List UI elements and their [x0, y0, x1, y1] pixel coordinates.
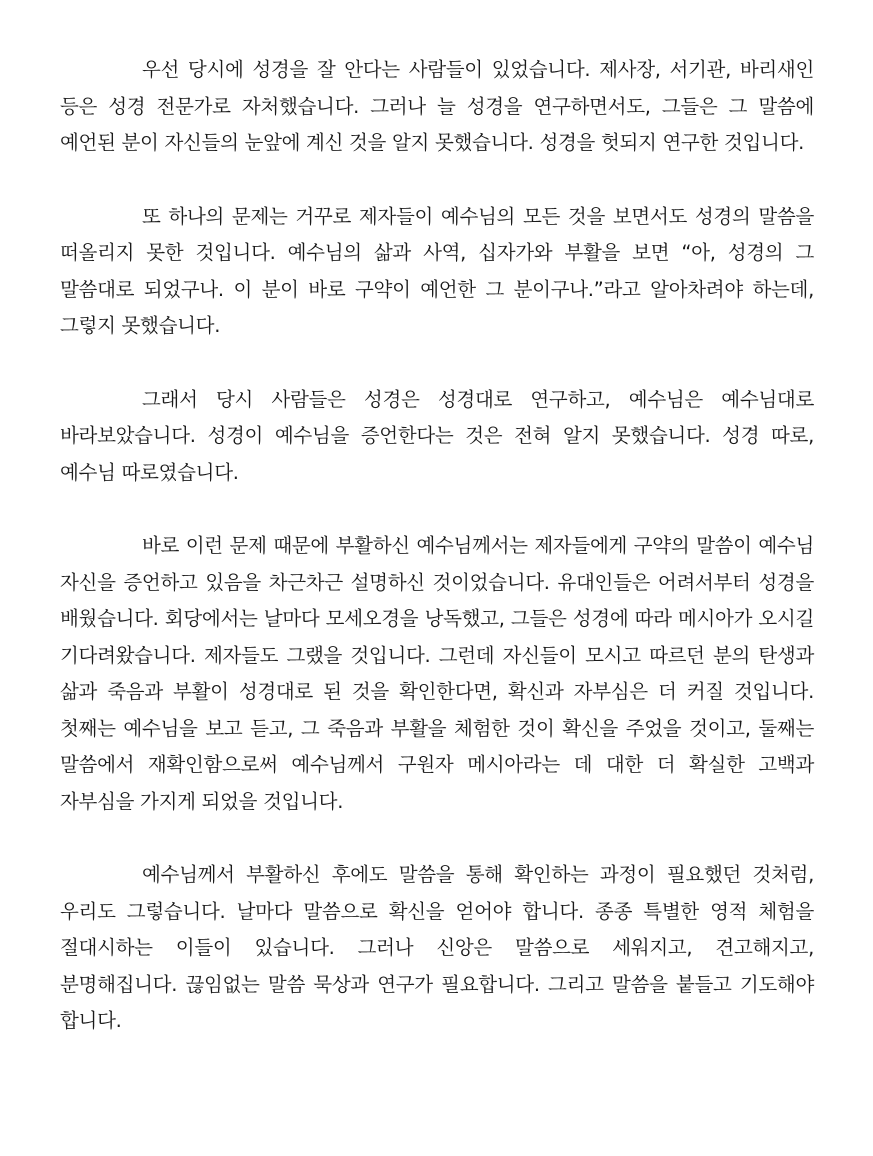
document-page [60, 52, 814, 1040]
paragraph-4: 바로 이런 문제 때문에 부활하신 예수님께서는 제자들에게 구약의 말씀이 예수님 자신을 증언하고 있음을 차근차근 설명하신 것이었습니다. 유대인들은 어려서부터 성경을 배웠습니다. 회당에서는 날마다 모세오경을 낭독했고, 그들은 성경에 따라 메시아가 오시길 기다려왔습니다. 제자들도 그랬을 것입니다. 그런데 자신들이 모시고 따르던 분의 탄생과 삶과 죽음과 부활이 성경대로 된 것을 확인한다면, 확신과 자부심은 더 커질 것입니다. 첫째는 예수님을 보고 듣고, 그 죽음과 부활을 체험한 것이 확신을 주었을 것이고, 둘째는 말씀에서 재확인함으로써 예수님께서 구원자 메시아라는 데 대한 더 확실한 고백과 자부심을 가지게 되었을 것입니다. [60, 534, 814, 813]
paragraph-2: 또 하나의 문제는 거꾸로 제자들이 예수님의 모든 것을 보면서도 성경의 말씀을 떠올리지 못한 것입니다. 예수님의 삶과 사역, 십자가와 부활을 보면 “아, 성경의 그 말씀대로 되었구나. 이 분이 바로 구약이 예언한 그 분이구나.”라고 알아차려야 하는데, 그렇지 못했습니다. [60, 204, 814, 337]
paragraph-1: 우선 당시에 성경을 잘 안다는 사람들이 있었습니다. 제사장, 서기관, 바리새인 등은 성경 전문가로 자처했습니다. 그러나 늘 성경을 연구하면서도, 그들은 그 말씀에 예언된 분이 자신들의 눈앞에 계신 것을 알지 못했습니다. 성경을 헛되지 연구한 것입니다. [60, 58, 814, 154]
paragraph-5: 예수님께서 부활하신 후에도 말씀을 통해 확인하는 과정이 필요했던 것처럼, 우리도 그렇습니다. 날마다 말씀으로 확신을 얻어야 합니다. 종종 특별한 영적 체험을 절대시하는 이들이 있습니다. 그러나 신앙은 말씀으로 세워지고, 견고해지고, 분명해집니다. 끊임없는 말씀 묵상과 연구가 필요합니다. 그리고 말씀을 붙들고 기도해야 합니다. [60, 863, 814, 1032]
paragraph-3: 그래서 당시 사람들은 성경은 성경대로 연구하고, 예수님은 예수님대로 바라보았습니다. 성경이 예수님을 증언한다는 것은 전혀 알지 못했습니다. 성경 따로, 예수님 따로였습니다. [60, 387, 814, 484]
